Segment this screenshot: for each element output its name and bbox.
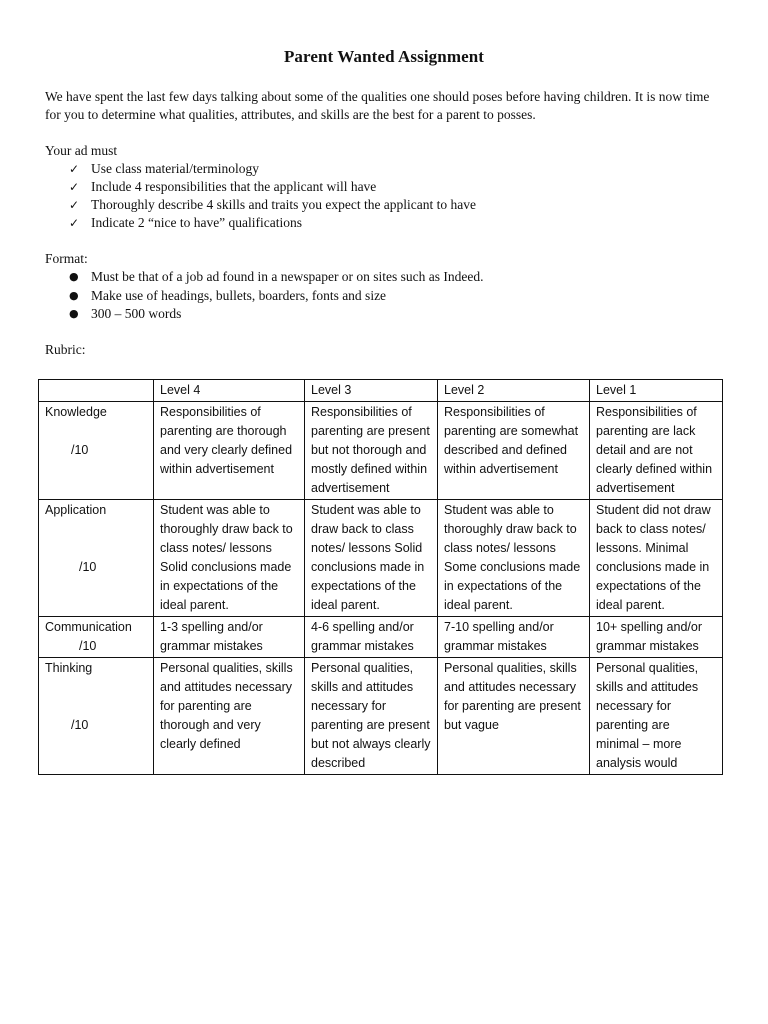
rubric-table [38,379,723,775]
rubric-row-thinking [39,658,723,775]
criterion-name: Application [45,503,107,517]
page-title: Parent Wanted Assignment [283,47,485,66]
rubric-cell: Responsibilities of parenting are thorough and very clearly defined within advertisement [154,402,305,500]
rubric-cell: 10+ spelling and/or grammar mistakes [590,617,723,658]
rubric-cell: Responsibilities of parenting are present but not thorough and mostly defined within advertisement [305,402,438,500]
format-item: ● 300 – 500 words [69,305,723,324]
rubric-cell: Responsibilities of parenting are lack detail and are not clearly defined within advertisement [590,402,723,500]
rubric-cell: Personal qualities, skills and attitudes necessary for parenting are thorough and very clearly defined [154,658,305,775]
format-item: ● Make use of headings, bullets, boarders, fonts and size [69,287,723,306]
rubric-cell: Personal qualities, skills and attitudes necessary for parenting are minimal – more analysis would [590,658,723,775]
criterion-name: Thinking [45,661,93,675]
bullet-icon: ● [69,307,79,320]
check-icon: ✓ [69,180,80,194]
rubric-row-communication [39,617,723,658]
rubric-cell: Personal qualities, skills and attitudes necessary for parenting are present but vague [438,658,590,775]
rubric-criterion-cell [39,617,154,658]
bullet-icon: ● [69,270,79,283]
rubric-cell: Student did not draw back to class notes/ lessons. Minimal conclusions made in expectations of the ideal parent. [590,500,723,617]
format-label: Format: [45,251,88,266]
format-list [45,268,723,324]
check-icon: ✓ [69,162,80,176]
rubric-row-knowledge [39,402,723,500]
rubric-header-row [39,380,723,402]
bullet-icon: ● [69,288,79,302]
requirements-list [45,160,723,232]
criterion-score: /10 [71,443,89,457]
rubric-cell: 1-3 spelling and/or grammar mistakes [154,617,305,658]
rubric-level-header: Level 4 [154,380,305,402]
requirement-item: ✓ Indicate 2 “nice to have” qualifications [69,215,303,230]
format-item: ● Must be that of a job ad found in a newspaper or on sites such as Indeed. [69,268,723,287]
criterion-name: Knowledge [45,405,107,419]
criterion-name: Communication [45,620,132,634]
requirements-label: Your ad must [45,143,118,158]
rubric-cell: 7-10 spelling and/or grammar mistakes [438,617,590,658]
requirement-item: ✓ Include 4 responsibilities that the applicant will have [69,179,377,194]
criterion-score: /10 [79,560,97,574]
rubric-criterion-cell [39,658,154,775]
rubric-row-application [39,500,723,617]
criterion-score: /10 [71,718,89,732]
rubric-cell: Personal qualities, skills and attitudes necessary for parenting are present but not always clearly described [305,658,438,775]
rubric-cell: Student was able to draw back to class notes/ lessons Solid conclusions made in expectations of the ideal parent. [305,500,438,617]
rubric-cell: Responsibilities of parenting are somewhat described and defined within advertisement [438,402,590,500]
rubric-cell: 4-6 spelling and/or grammar mistakes [305,617,438,658]
rubric-criterion-cell [39,402,154,500]
intro-paragraph: We have spent the last few days talking about some of the qualities one should poses before having children. It is now time for you to determine what qualities, attributes, and skills are the best for a parent to posses. [45,89,710,122]
check-icon: ✓ [69,216,80,230]
rubric-criterion-cell [39,500,154,617]
check-icon: ✓ [69,198,80,212]
rubric-cell: Student was able to thoroughly draw back to class notes/ lessons Solid conclusions made in expectations of the ideal parent. [154,500,305,617]
criterion-score: /10 [79,639,97,653]
rubric-label: Rubric: [45,341,86,357]
requirement-item: ✓ Thoroughly describe 4 skills and traits you expect the applicant to have [69,197,477,212]
rubric-level-header: Level 1 [590,380,723,402]
rubric-level-header: Level 3 [305,380,438,402]
rubric-level-header: Level 2 [438,380,590,402]
assignment-page [45,47,723,358]
rubric-corner-cell [39,380,154,402]
requirement-item: ✓ Use class material/terminology [69,161,259,176]
rubric-cell: Student was able to thoroughly draw back to class notes/ lessons Some conclusions made in expectations of the ideal parent. [438,500,590,617]
